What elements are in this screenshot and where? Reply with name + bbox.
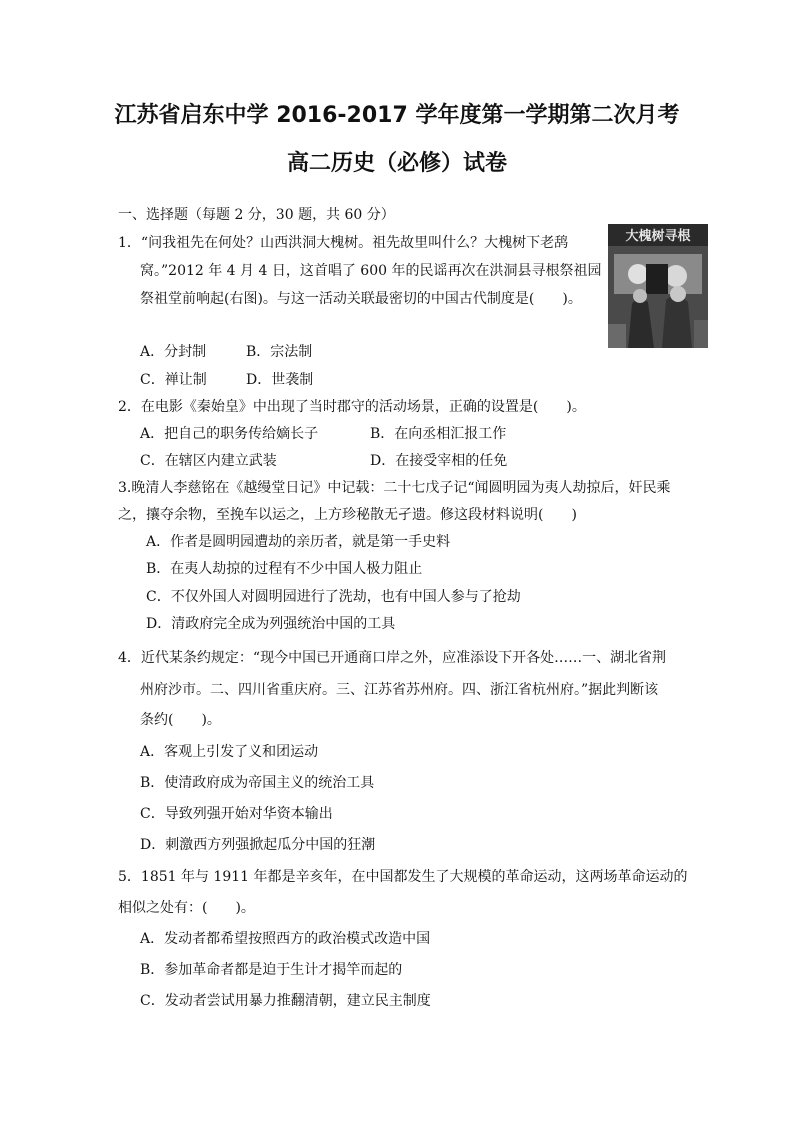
q3-option-d: D．清政府完全成为列强统治中国的工具 [146,616,396,632]
q4-stem-line2: 州府沙市。二、四川省重庆府。三、江苏省苏州府。四、浙江省杭州府。”据此判断该 [140,682,659,698]
q1-option-d: D．世袭制 [246,372,314,388]
q1-stem-line2: 窝。”2012 年 4 月 4 日，这首唱了 600 年的民谣再次在洪洞县寻根祭祖园 [140,263,602,279]
q3-option-c: C．不仅外国人对圆明园进行了洗劫，也有中国人参与了抢劫 [146,589,521,605]
q1-option-b: B．宗法制 [246,344,313,360]
q5-stem-line2: 相似之处有：( )。 [118,900,255,916]
q1-option-c: C．禅让制 [140,372,207,388]
q4-option-c: C．导致列强开始对华资本输出 [140,806,333,822]
q2-option-a: A．把自己的职务传给嫡长子 [140,426,319,442]
q4-stem-line3: 条约( )。 [140,712,221,728]
q2-option-c: C．在辖区内建立武装 [140,453,277,469]
q4-option-a: A．客观上引发了义和团运动 [140,744,319,760]
q2-stem: 2．在电影《秦始皇》中出现了当时郡守的活动场景，正确的设置是( )。 [118,399,586,415]
exam-title: 江苏省启东中学 2016-2017 学年度第一学期第二次月考 [114,103,680,128]
q5-stem-line1: 5．1851 年与 1911 年都是辛亥年，在中国都发生了大规模的革命运动，这两场革命运动的 [118,869,688,885]
q1-option-a: A．分封制 [140,344,207,360]
ancestor-worship-photo [608,224,708,348]
q4-option-b: B．使清政府成为帝国主义的统治工具 [140,775,375,791]
q3-option-b: B．在夷人劫掠的过程有不少中国人极力阻止 [146,561,423,577]
exam-subtitle: 高二历史（必修）试卷 [286,151,507,176]
q5-option-c: C．发动者尝试用暴力推翻清朝，建立民主制度 [140,993,431,1009]
q4-option-d: D．刺激西方列强掀起瓜分中国的狂潮 [140,837,376,853]
q1-stem-line3: 祭祖堂前响起(右图)。与这一活动关联最密切的中国古代制度是( )。 [140,291,582,307]
q3-option-a: A．作者是圆明园遭劫的亲历者，就是第一手史料 [146,534,451,550]
q1-stem-line1: 1．“问我祖先在何处？山西洪洞大槐树。祖先故里叫什么？大槐树下老鸹 [118,235,569,251]
q2-option-d: D．在接受宰相的任免 [370,453,508,469]
q2-option-b: B．在向丞相汇报工作 [370,426,507,442]
q3-stem-line2: 之，攘夺余物，至挽车以运之，上方珍秘散无孑遗。修这段材料说明( ) [118,507,577,523]
q5-option-a: A．发动者都希望按照西方的政治模式改造中国 [140,931,431,947]
q4-stem-line1: 4．近代某条约规定：“现今中国已开通商口岸之外，应准添设下开各处……一、湖北省荆 [118,650,667,666]
section-heading: 一、选择题（每题 2 分，30 题，共 60 分） [118,207,395,223]
q5-option-b: B．参加革命者都是迫于生计才揭竿而起的 [140,962,403,978]
q3-stem-line1: 3.晚清人李慈铭在《越缦堂日记》中记载：二十七戊子记“闻圆明园为夷人劫掠后，奸民乘 [118,480,671,496]
photo-caption: 大槐树寻根 [625,229,691,244]
